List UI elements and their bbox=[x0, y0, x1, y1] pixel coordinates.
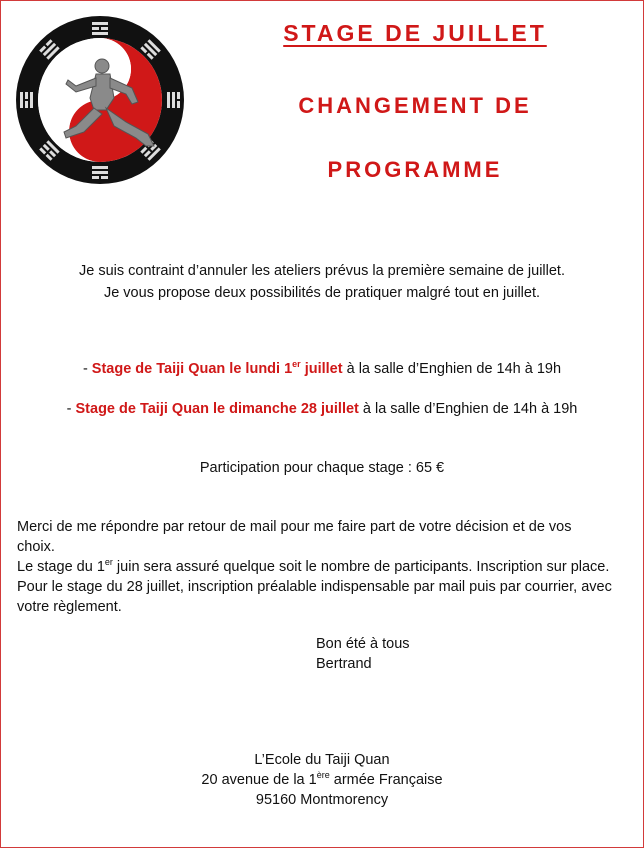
participation-price: Participation pour chaque stage : 65 € bbox=[199, 460, 445, 476]
title-programme: PROGRAMME bbox=[327, 157, 503, 182]
signature-name: Bertrand bbox=[316, 656, 372, 672]
stage-1-prefix: - bbox=[82, 361, 92, 377]
body-para-3-line-1: Pour le stage du 28 juillet, inscription préalable indispensable par mail puis par courrier, avec bbox=[17, 579, 612, 595]
footer-school: L’Ecole du Taiji Quan bbox=[254, 752, 390, 768]
signature-greeting: Bon été à tous bbox=[316, 636, 410, 652]
body-para-3-line-2: votre règlement. bbox=[17, 599, 122, 615]
footer-address: 20 avenue de la 1ère armée Française bbox=[201, 770, 443, 788]
stage-2-highlight: Stage de Taiji Quan le dimanche 28 juillet bbox=[75, 401, 359, 417]
body-para-1-line-2: choix. bbox=[17, 539, 55, 555]
intro-line-1: Je suis contraint d’annuler les ateliers prévus la première semaine de juillet. bbox=[79, 263, 565, 279]
stage-1-highlight: Stage de Taiji Quan le lundi 1er juillet bbox=[91, 359, 343, 377]
intro-line-2: Je vous propose deux possibilités de pratiquer malgré tout en juillet. bbox=[103, 285, 541, 301]
body-para-2: Le stage du 1er juin sera assuré quelque soit le nombre de participants. Inscription sur place. bbox=[17, 557, 610, 575]
title-changement: CHANGEMENT DE bbox=[298, 93, 532, 118]
title-stage: STAGE DE JUILLET bbox=[283, 20, 547, 46]
stage-1-line bbox=[0, 358, 644, 380]
stage-1-details: à la salle d’Enghien de 14h à 19h bbox=[342, 361, 562, 377]
body-para-1-line-1: Merci de me répondre par retour de mail pour me faire part de votre décision et de vos bbox=[17, 519, 572, 535]
stage-2-line bbox=[0, 398, 644, 420]
stage-2-prefix: - bbox=[66, 401, 76, 417]
footer-city: 95160 Montmorency bbox=[255, 792, 389, 808]
stage-2-details: à la salle d’Enghien de 14h à 19h bbox=[358, 401, 578, 417]
taiji-logo bbox=[14, 14, 186, 186]
